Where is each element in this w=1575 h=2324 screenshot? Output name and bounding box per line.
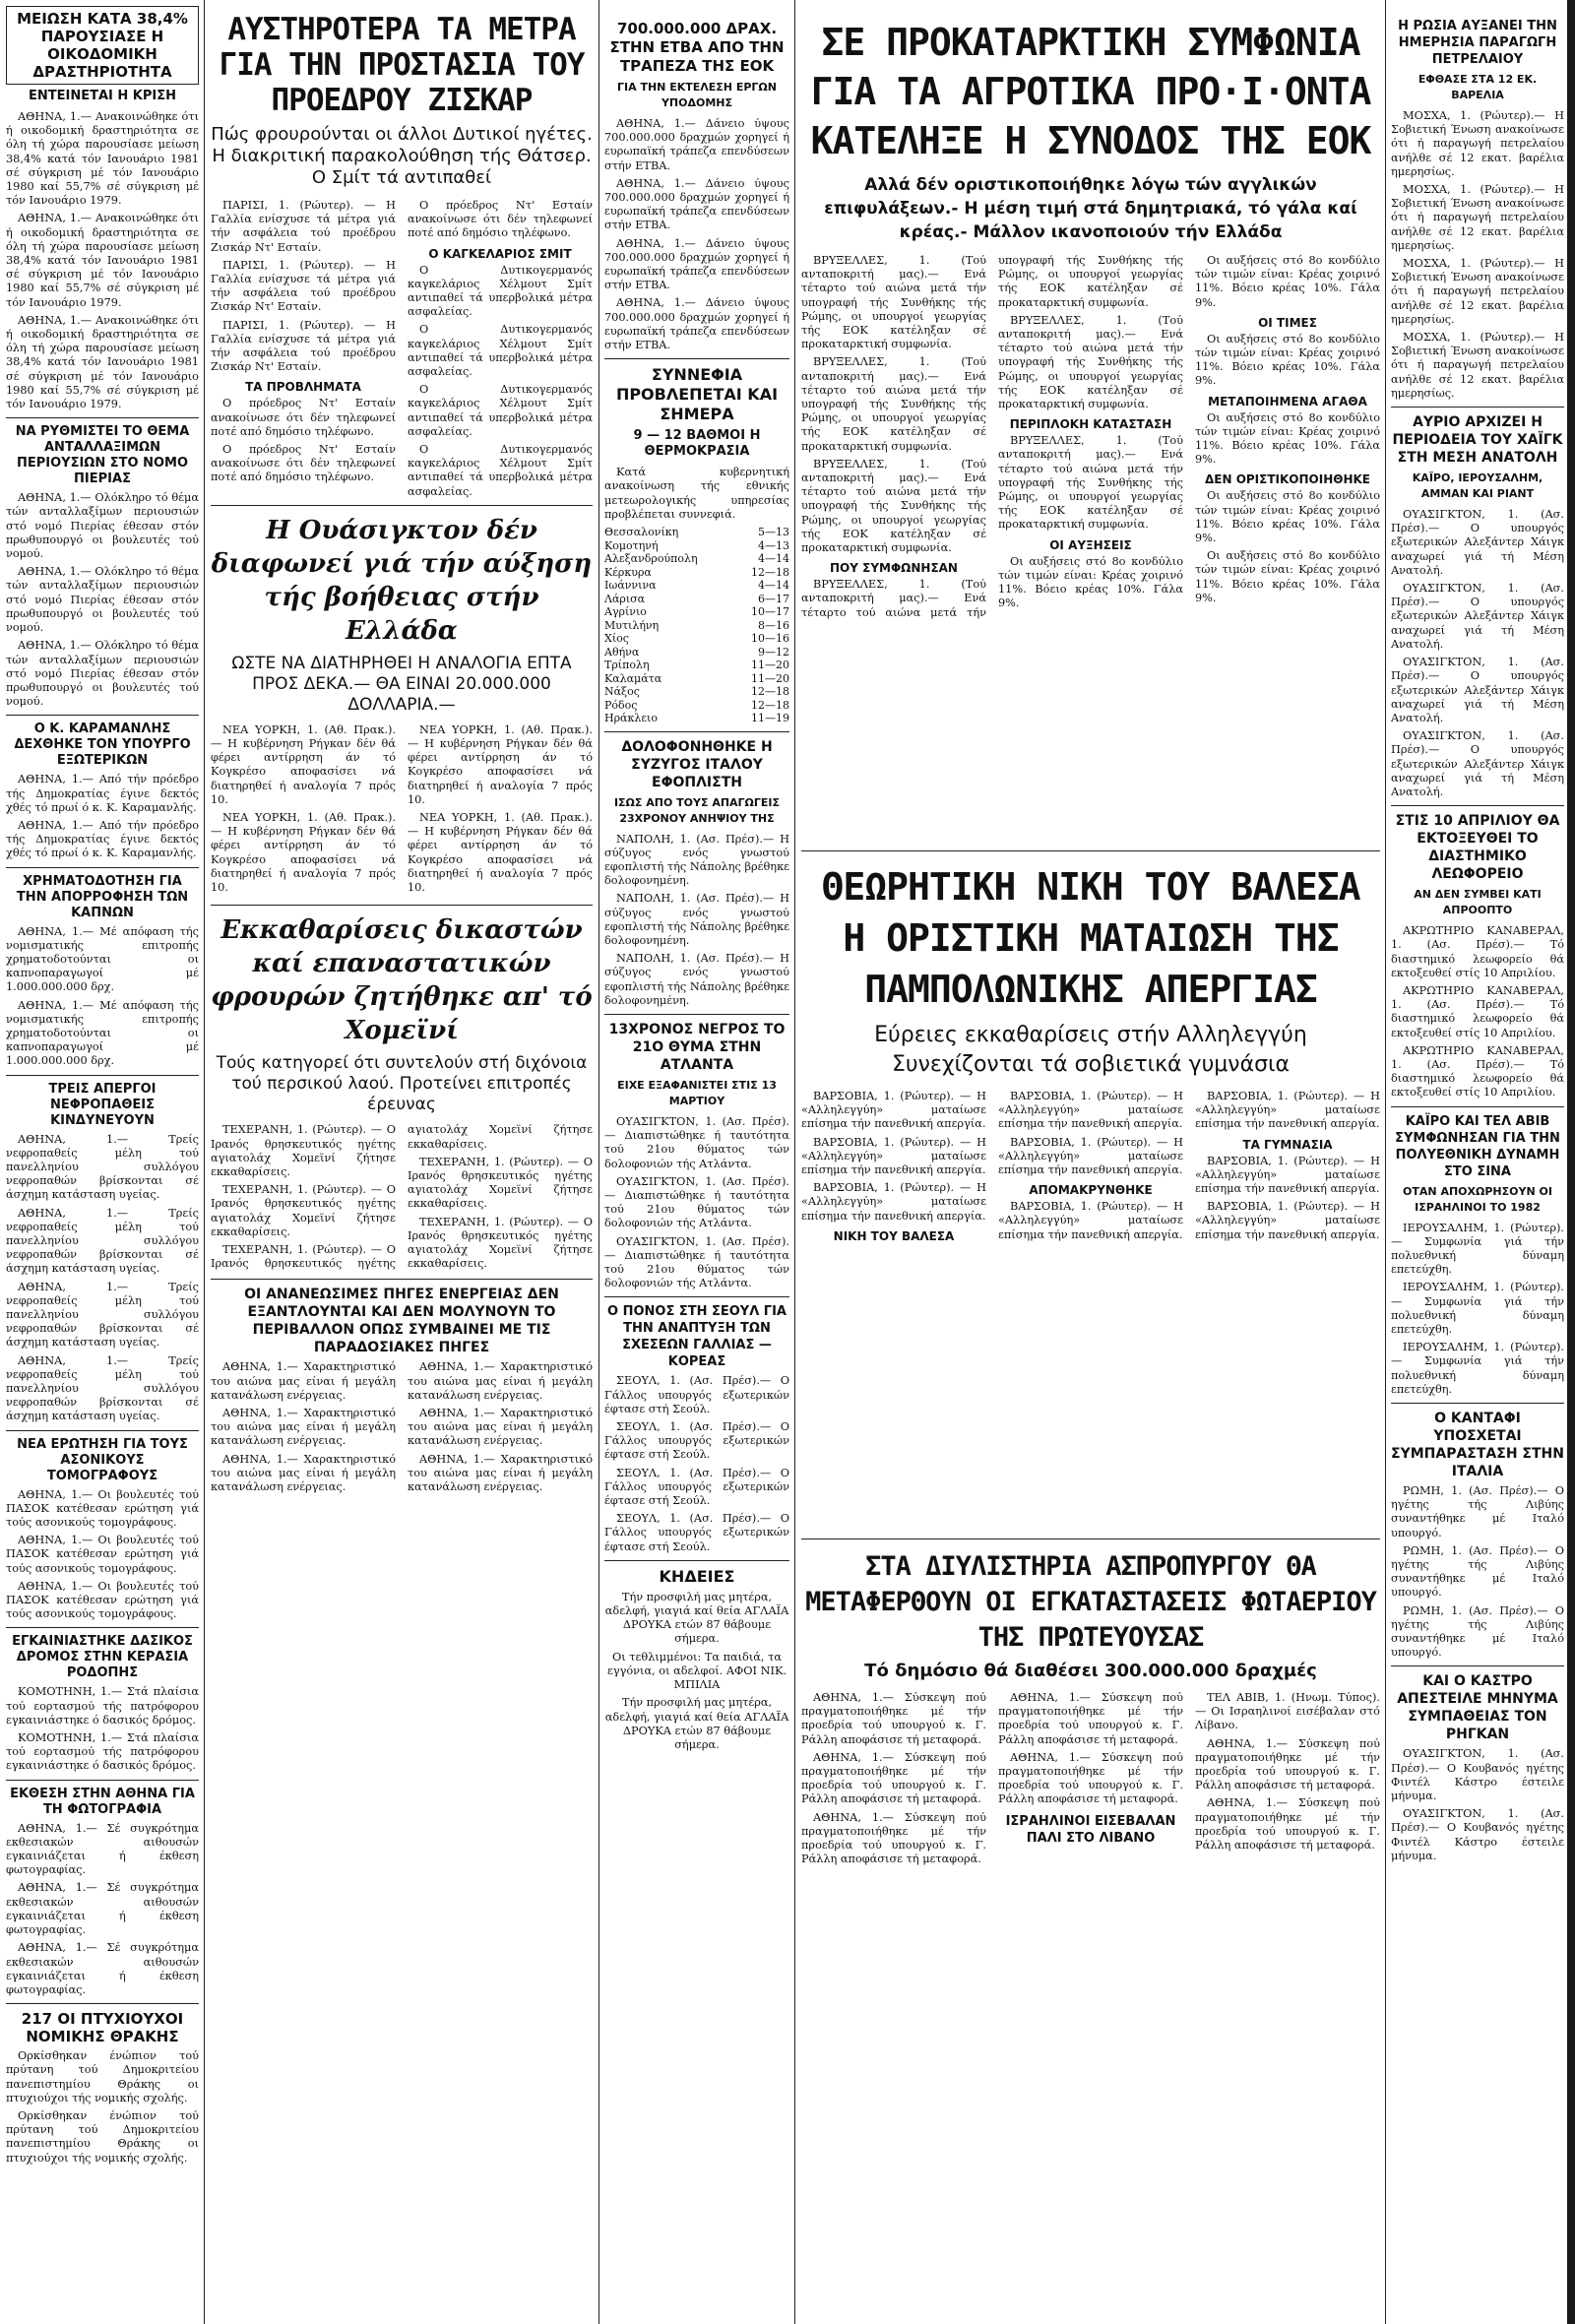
- article-eec-text: Οι αυξήσεις στό 8ο κονδύλιο τών τιμών είναι: Κρέας χοιρινό 11%. Βόειο κρέας 10%. Γάλα 9%.: [1195, 549, 1380, 604]
- article-walesa-text: ΒΑΡΣΟΒΙΑ, 1. (Ρώυτερ). — Η «Αλληλεγγύη» ματαίωσε επίσημα τήν πανεθνική απεργία.: [998, 1090, 1183, 1131]
- temperature-city: Ιωάννινα: [604, 579, 657, 593]
- divider: [604, 1560, 789, 1561]
- divider: [211, 905, 593, 906]
- temperature-city: Χίος: [604, 632, 629, 646]
- article-walesa-text: ΒΑΡΣΟΒΙΑ, 1. (Ρώυτερ). — Η «Αλληλεγγύη» ματαίωσε επίσημα τήν πανεθνική απεργία.: [801, 1090, 986, 1131]
- article-washington-aid-text: ΝΕΑ ΥΟΡΚΗ, 1. (Αθ. Πρακ.). — Η κυβέρνηση Ρήγκαν δέν θά φέρει αντίρρηση άν τό Κογκρέσο αποφασίσει νά διατηρηθεί ή αναλογία 7 πρός 10.: [408, 722, 593, 806]
- headline-eec-agreement: ΣΕ ΠΡΟΚΑΤΑΡΚΤΙΚΗ ΣΥΜΦΩΝΙΑ ΓΙΑ ΤΑ ΑΓΡΟΤΙΚΑ ΠΡΟ·Ι·ΟΝΤΑ ΚΑΤΕΛΗΞΕ Η ΣΥΝΟΔΟΣ ΤΗΣ ΕΟΚ: [810, 21, 1371, 162]
- article-haig-tour-cont: ΟΥΑΣΙΓΚΤΟΝ, 1. (Ασ. Πρέσ).— Ο υπουργός εξωτερικών Αλεξάντερ Χάιγκ αναχωρεί γιά τή Μέση Ανατολή.: [1391, 656, 1564, 724]
- temperature-city: Ηράκλειο: [604, 712, 658, 725]
- temperature-city: Αλεξανδρούπολη: [604, 552, 698, 566]
- headline-renewable-energy: ΟΙ ΑΝΑΝΕΩΣΙΜΕΣ ΠΗΓΕΣ ΕΝΕΡΓΕΙΑΣ ΔΕΝ ΕΞΑΝΤΛΟΥΝΤΑΙ ΚΑΙ ΔΕΝ ΜΟΛΥΝΟΥΝ ΤΟ ΠΕΡΙΒΑΛΛΟΝ ΟΠΩΣ ΣΥΜΒΑΙΝΕΙ ΜΕ ΤΙΣ ΠΑΡΑΔΟΣΙΑΚΕΣ ΠΗΓΕΣ: [244, 1287, 559, 1356]
- article-aspropyrgos-text: ΑΘΗΝΑ, 1.— Σύσκεψη πού πραγματοποιήθηκε μέ τήν προεδρία τού υπουργού κ. Γ. Ράλλη αποφάσισε τή μεταφορά.: [998, 1750, 1183, 1806]
- subhead-khomeini: Τούς κατηγορεί ότι συντελούν στή διχόνοια τού περσικού λαού. Προτείνει επιτροπές έρευνας: [216, 1053, 588, 1115]
- article-russia-oil-cont: ΜΟΣΧΑ, 1. (Ρώυτερ).— Η Σοβιετική Ένωση ανακοίνωσε ότι ή παραγωγή πετρελαίου ανήλθε σέ 12 εκατ. βαρέλια ημερησίως.: [1391, 331, 1564, 400]
- article-photo-exhibit-cont: ΑΘΗΝΑ, 1.— Σέ συγκρότημα εκθεσιακών αιθουσών εγκαινιάζεται ή έκθεση φωτογραφίας.: [6, 1881, 199, 1937]
- article-giscard-text: ΠΑΡΙΣΙ, 1. (Ρώυτερ). — Η Γαλλία ενίσχυσε τά μέτρα γιά τήν ασφάλεια τού προέδρου Ζισκάρ Ντ' Εσταίν.: [211, 318, 396, 374]
- article-khomeini-text: ΤΕΧΕΡΑΝΗ, 1. (Ρώυτερ). — Ο Ιρανός θρησκευτικός ηγέτης αγιατολάχ Χομεϊνί ζήτησε εκκαθαρίσεις.: [408, 1155, 593, 1211]
- article-kidney-cont: ΑΘΗΝΑ, 1.— Τρείς νεφροπαθείς μέλη τού πανελληνίου συλλόγου νεφροπαθών βρίσκονται σέ άσχημη κατάσταση υγείας.: [6, 1280, 199, 1350]
- temperature-row: [604, 632, 789, 646]
- divider: [6, 867, 199, 868]
- temperature-value: 4—13: [758, 538, 789, 552]
- article-khomeini-text: ΤΕΧΕΡΑΝΗ, 1. (Ρώυτερ). — Ο Ιρανός θρησκευτικός ηγέτης αγιατολάχ Χομεϊνί ζήτησε εκκαθαρίσεις.: [211, 1183, 396, 1238]
- divider: [6, 1780, 199, 1781]
- article-tobacco: ΑΘΗΝΑ, 1.— Μέ απόφαση τής νομισματικής επιτροπής χρηματοδοτούνται οι καπνοπαραγωγοί μέ 1.000.000.000 δρχ.: [6, 924, 199, 994]
- article-gaddafi: ΡΩΜΗ, 1. (Ασ. Πρέσ).— Ο ηγέτης τής Λιβύης συναντήθηκε μέ Ιταλό υπουργό.: [1391, 1484, 1564, 1539]
- article-kidney-cont: ΑΘΗΝΑ, 1.— Τρείς νεφροπαθείς μέλη τού πανελληνίου συλλόγου νεφροπαθών βρίσκονται σέ άσχημη κατάσταση υγείας.: [6, 1353, 199, 1423]
- temperature-city: Λάρισα: [604, 592, 646, 605]
- temperature-row: [604, 712, 789, 725]
- article-khomeini-text: ΤΕΧΕΡΑΝΗ, 1. (Ρώυτερ). — Ο Ιρανός θρησκευτικός ηγέτης αγιατολάχ Χομεϊνί ζήτησε εκκαθαρίσεις.: [211, 1123, 593, 1271]
- article-castro-cont: ΟΥΑΣΙΓΚΤΟΝ, 1. (Ασ. Πρέσ).— Ο Κουβανός ηγέτης Φιντέλ Κάστρο έστειλε μήνυμα.: [1391, 1807, 1564, 1862]
- article-giscard-text: Ο Δυτικογερμανός καγκελάριος Χέλμουτ Σμίτ αντιπαθεί τά υπερβολικά μέτρα ασφαλείας.: [408, 323, 593, 379]
- temperature-row: [604, 699, 789, 713]
- temperature-row: [604, 646, 789, 660]
- article-walesa-text: ΒΑΡΣΟΒΙΑ, 1. (Ρώυτερ). — Η «Αλληλεγγύη» ματαίωσε επίσημα τήν πανεθνική απεργία.: [801, 1135, 986, 1177]
- article-law-grads: Ορκίσθηκαν ένώπιον τού πρύτανη τού Δημοκριτείου πανεπιστημίου Θράκης οι πτυχιούχοι τής νομικής σχολής.: [6, 2049, 199, 2104]
- column-divider: [204, 0, 205, 2324]
- section-label: ΤΑ ΓΥΜΝΑΣΙΑ: [1242, 1137, 1333, 1152]
- article-russia-oil-cont: ΜΟΣΧΑ, 1. (Ρώυτερ).— Η Σοβιετική Ένωση ανακοίνωσε ότι ή παραγωγή πετρελαίου ανήλθε σέ 12 εκατ. βαρέλια ημερησίως.: [1391, 183, 1564, 252]
- article-eec-text: Οι αυξήσεις στό 8ο κονδύλιο τών τιμών είναι: Κρέας χοιρινό 11%. Βόειο κρέας 10%. Γάλα 9%.: [1195, 489, 1380, 545]
- article-seoul-cont: ΣΕΟΥΛ, 1. (Ασ. Πρέσ).— Ο Γάλλος υπουργός εξωτερικών έφτασε στή Σεούλ.: [604, 1466, 789, 1508]
- funeral-notice: Τήν προσφιλή μας μητέρα, αδελφή, γιαγιά καί θεία ΑΓΛΑΪΑ ΔΡΟΥΚΑ ετών 87 θάβουμε σήμερα.: [604, 1590, 789, 1646]
- section-label: Ο ΚΑΓΚΕΛΑΡΙΟΣ ΣΜΙΤ: [428, 246, 572, 261]
- article-etba-loan-cont: ΑΘΗΝΑ, 1.— Δάνειο ύψους 700.000.000 δραχμών χορηγεί ή ευρωπαϊκή τράπεζα επενδύσεων στήν ΕΤΒΑ.: [604, 296, 789, 352]
- article-kidney-cont: ΑΘΗΝΑ, 1.— Τρείς νεφροπαθείς μέλη τού πανελληνίου συλλόγου νεφροπαθών βρίσκονται σέ άσχημη κατάσταση υγείας.: [6, 1206, 199, 1276]
- article-weather: Κατά κυβερνητική ανακοίνωση τής εθνικής μετεωρολογικής υπηρεσίας προβλέπεται συννεφιά.: [604, 466, 789, 521]
- temperature-row: [604, 579, 789, 593]
- temperature-row: [604, 685, 789, 699]
- divider: [604, 1296, 789, 1297]
- subhead-construction: ΕΝΤΕΙΝΕΤΑΙ Η ΚΡΙΣΗ: [28, 89, 176, 103]
- article-giscard-text: ΠΑΡΙΣΙ, 1. (Ρώυτερ). — Η Γαλλία ενίσχυσε τά μέτρα γιά τήν ασφάλεια τού προέδρου Ζισκάρ Ντ' Εσταίν.: [211, 258, 396, 314]
- article-khomeini: [211, 1123, 593, 1273]
- headline-etba-loan: 700.000.000 ΔΡΑΧ. ΣΤΗΝ ΕΤΒΑ ΑΠΟ ΤΗΝ ΤΡΑΠΕΖΑ ΤΗΣ ΕΟΚ: [609, 20, 785, 75]
- headline-washington-aid: Η Ουάσιγκτον δέν διαφωνεί γιά τήν αύξηση τής βοήθειας στήν Ελλάδα: [211, 515, 593, 646]
- article-space-shuttle: ΑΚΡΩΤΗΡΙΟ ΚΑΝΑΒΕΡΑΛ, 1. (Ασ. Πρέσ).— Τό διαστημικό λεωφορείο θά εκτοξευθεί στίς 10 Απριλίου.: [1391, 924, 1564, 979]
- section-label: ΟΙ ΤΙΜΕΣ: [1258, 315, 1317, 330]
- article-washington-aid-text: ΝΕΑ ΥΟΡΚΗ, 1. (Αθ. Πρακ.). — Η κυβέρνηση Ρήγκαν δέν θά φέρει αντίρρηση άν τό Κογκρέσο αποφασίσει νά διατηρηθεί ή αναλογία 7 πρός 10.: [211, 722, 396, 806]
- article-eec-text: ΒΡΥΞΕΛΛΕΣ, 1. (Τού ανταποκριτή μας).— Ενά τέταρτο τού αιώνα μετά τήν υπογραφή τής Συνθήκης τής Ρώμης, οι υπουργοί γεωργίας τής ΕΟΚ κατέληξαν σέ προκαταρκτική συμφωνία.: [998, 434, 1183, 532]
- article-giscard-text: Ο Δυτικογερμανός καγκελάριος Χέλμουτ Σμίτ αντιπαθεί τά υπερβολικά μέτρα ασφαλείας.: [408, 383, 593, 438]
- subhead-walesa: Εύρειες εκκαθαρίσεις στήν Αλληλεγγύη Συνεχίζονται τά σοβιετικά γυμνάσια: [874, 1023, 1307, 1077]
- divider: [1391, 1665, 1564, 1666]
- article-italian-murder: ΝΑΠΟΛΗ, 1. (Ασ. Πρέσ).— Η σύζυγος ενός γνωστού εφοπλιστή τής Νάπολης βρέθηκε δολοφονημένη.: [604, 832, 789, 888]
- temperature-row: [604, 672, 789, 686]
- article-eec-text: ΒΡΥΞΕΛΛΕΣ, 1. (Τού ανταποκριτή μας).— Ενά τέταρτο τού αιώνα μετά τήν υπογραφή τής Συνθήκης τής Ρώμης, οι υπουργοί γεωργίας τής ΕΟΚ κατέληξαν σέ προκαταρκτική συμφωνία.: [801, 254, 1183, 619]
- headline-gaddafi: Ο ΚΑΝΤΑΦΙ ΥΠΟΣΧΕΤΑΙ ΣΥΜΠΑΡΑΣΤΑΣΗ ΣΤΗΝ ΙΤΑΛΙΑ: [1391, 1411, 1564, 1479]
- article-eec-text: Οι αυξήσεις στό 8ο κονδύλιο τών τιμών είναι: Κρέας χοιρινό 11%. Βόειο κρέας 10%. Γάλα 9%.: [998, 554, 1183, 610]
- article-washington-aid-text: ΝΕΑ ΥΟΡΚΗ, 1. (Αθ. Πρακ.). — Η κυβέρνηση Ρήγκαν δέν θά φέρει αντίρρηση άν τό Κογκρέσο αποφασίσει νά διατηρηθεί ή αναλογία 7 πρός 10.: [408, 811, 593, 895]
- article-renewable-energy-text: ΑΘΗΝΑ, 1.— Χαρακτηριστικό του αιώνα μας είναι ή μεγάλη κατανάλωση ενέργειας.: [408, 1360, 593, 1402]
- section-label: ΑΠΟΜΑΚΡΥΝΘΗΚΕ: [1029, 1183, 1153, 1198]
- article-atlanta: ΟΥΑΣΙΓΚΤΟΝ, 1. (Ασ. Πρέσ).— Διαπιστώθηκε ή ταυτότητα τού 21ου θύματος τών δολοφονιών τής Ατλάντα.: [604, 1115, 789, 1170]
- divider: [6, 1430, 199, 1431]
- article-seoul: ΣΕΟΥΛ, 1. (Ασ. Πρέσ).— Ο Γάλλος υπουργός εξωτερικών έφτασε στή Σεούλ.: [604, 1374, 789, 1415]
- article-photo-exhibit-cont: ΑΘΗΝΑ, 1.— Σέ συγκρότημα εκθεσιακών αιθουσών εγκαινιάζεται ή έκθεση φωτογραφίας.: [6, 1941, 199, 1996]
- temperature-value: 11—20: [751, 659, 789, 672]
- article-pieria: ΑΘΗΝΑ, 1.— Ολόκληρο τό θέμα τών ανταλλαξίμων περιουσιών στό νομό Πιερίας έθεσαν στόν πρωθυπουργό οι βουλευτές τού νομού.: [6, 491, 199, 561]
- headline-photo-exhibit: ΕΚΘΕΣΗ ΣΤΗΝ ΑΘΗΝΑ ΓΙΑ ΤΗ ΦΩΤΟΓΡΑΦΙΑ: [10, 1786, 195, 1817]
- article-giscard-text: ΠΑΡΙΣΙ, 1. (Ρώυτερ). — Η Γαλλία ενίσχυσε τά μέτρα γιά τήν ασφάλεια τού προέδρου Ζισκάρ Ντ' Εσταίν.: [211, 199, 396, 254]
- article-tomographs-cont: ΑΘΗΝΑ, 1.— Οι βουλευτές τού ΠΑΣΟΚ κατέθεσαν ερώτηση γιά τούς ασονικούς τομογράφους.: [6, 1579, 199, 1621]
- subhead-eec-agreement: Αλλά δέν οριστικοποιήθηκε λόγω τών αγγλικών επιφυλάξεων.- Η μέση τιμή στά δημητριακά, τό γάλα καί κρέας.- Μάλλον ικανοποιούν τήν Ελλάδα: [824, 175, 1357, 242]
- divider: [604, 358, 789, 359]
- article-eec-text: ΒΡΥΞΕΛΛΕΣ, 1. (Τού ανταποκριτή μας).— Ενά τέταρτο τού αιώνα μετά τήν υπογραφή τής Συνθήκης τής Ρώμης, οι υπουργοί γεωργίας τής ΕΟΚ κατέληξαν σέ προκαταρκτική συμφωνία.: [801, 355, 986, 453]
- subhead-giscard: Πώς φρουρούνται οι άλλοι Δυτικοί ηγέτες. Η διακριτική παρακολούθηση τής Θάτσερ. Ο Σμίτ τά αντιπαθεί: [211, 124, 593, 188]
- article-eec-text: ΒΡΥΞΕΛΛΕΣ, 1. (Τού ανταποκριτή μας).— Ενά τέταρτο τού αιώνα μετά τήν υπογραφή τής Συνθήκης τής Ρώμης, οι υπουργοί γεωργίας τής ΕΟΚ κατέληξαν σέ προκαταρκτική συμφωνία.: [801, 457, 986, 555]
- column-2: [211, 0, 593, 2324]
- article-etba-loan-cont: ΑΘΗΝΑ, 1.— Δάνειο ύψους 700.000.000 δραχμών χορηγεί ή ευρωπαϊκή τράπεζα επενδύσεων στήν ΕΤΒΑ.: [604, 236, 789, 292]
- article-forest-road: ΚΟΜΟΤΗΝΗ, 1.— Στά πλαίσια τού εορτασμού τής πατρόφορου εγκαινιάστηκε ό δασικός δρόμος.: [6, 1685, 199, 1727]
- article-khomeini-text: ΤΕΧΕΡΑΝΗ, 1. (Ρώυτερ). — Ο Ιρανός θρησκευτικός ηγέτης αγιατολάχ Χομεϊνί ζήτησε εκκαθαρίσεις.: [408, 1215, 593, 1271]
- subhead-space-shuttle: ΑΝ ΔΕΝ ΣΥΜΒΕΙ ΚΑΤΙ ΑΠΡΟΟΠΤΟ: [1414, 888, 1542, 917]
- temperature-city: Κέρκυρα: [604, 565, 652, 579]
- subhead-russia-oil: ΕΦΘΑΣΕ ΣΤΑ 12 ΕΚ. ΒΑΡΕΛΙΑ: [1418, 73, 1538, 101]
- article-gaddafi-cont: ΡΩΜΗ, 1. (Ασ. Πρέσ).— Ο ηγέτης τής Λιβύης συναντήθηκε μέ Ιταλό υπουργό.: [1391, 1543, 1564, 1600]
- article-walesa-text: ΒΑΡΣΟΒΙΑ, 1. (Ρώυτερ). — Η «Αλληλεγγύη» ματαίωσε επίσημα τήν πανεθνική απεργία.: [1195, 1090, 1380, 1131]
- article-forest-road-cont: ΚΟΜΟΤΗΝΗ, 1.— Στά πλαίσια τού εορτασμού τής πατρόφορου εγκαινιάστηκε ό δασικός δρόμος.: [6, 1731, 199, 1773]
- divider: [211, 505, 593, 506]
- article-washington-aid: [211, 723, 593, 899]
- temperature-city: Αθήνα: [604, 645, 640, 659]
- article-walesa: [801, 1090, 1380, 1533]
- headline-giscard: ΑΥΣΤΗΡΟΤΕΡΑ ΤΑ ΜΕΤΡΑ ΓΙΑ ΤΗΝ ΠΡΟΣΤΑΣΙΑ ΤΟΥ ΠΡΟΕΔΡΟΥ ΖΙΣΚΑΡ: [219, 12, 585, 118]
- divider: [604, 731, 789, 732]
- headline-israel-lebanon: ΙΣΡΑΗΛΙΝΟΙ ΕΙΣΕΒΑΛΑΝ ΠΑΛΙ ΣΤΟ ΛΙΒΑΝΟ: [1005, 1813, 1176, 1846]
- headline-walesa: ΘΕΩΡΗΤΙΚΗ ΝΙΚΗ ΤΟΥ ΒΑΛΕΣΑ Η ΟΡΙΣΤΙΚΗ ΜΑΤΑΙΩΣΗ ΤΗΣ ΠΑΜΠΟΛΩΝΙΚΗΣ ΑΠΕΡΓΙΑΣ: [821, 865, 1360, 1011]
- column-3: [604, 0, 789, 2324]
- article-aspropyrgos: [801, 1691, 1380, 1866]
- section-label: ΝΙΚΗ ΤΟΥ ΒΑΛΕΣΑ: [833, 1228, 955, 1243]
- article-aspropyrgos-text: ΑΘΗΝΑ, 1.— Σύσκεψη πού πραγματοποιήθηκε μέ τήν προεδρία τού υπουργού κ. Γ. Ράλλη αποφάσισε τή μεταφορά.: [1195, 1796, 1380, 1853]
- temperature-value: 10—17: [751, 605, 789, 619]
- headline-law-grads: 217 ΟΙ ΠΤΥΧΙΟΥΧΟΙ ΝΟΜΙΚΗΣ ΘΡΑΚΗΣ: [21, 2010, 184, 2046]
- temperature-row: [604, 526, 789, 539]
- section-label: ΠΕΡΙΠΛΟΚΗ ΚΑΤΑΣΤΑΣΗ: [1009, 417, 1172, 432]
- headline-pieria: ΝΑ ΡΥΘΜΙΣΤΕΙ ΤΟ ΘΕΜΑ ΑΝΤΑΛΛΑΞΙΜΩΝ ΠΕΡΙΟΥΣΙΩΝ ΣΤΟ ΝΟΜΟ ΠΙΕΡΙΑΣ: [15, 424, 190, 487]
- temperature-row: [604, 619, 789, 633]
- article-photo-exhibit: ΑΘΗΝΑ, 1.— Σέ συγκρότημα εκθεσιακών αιθουσών εγκαινιάζεται ή έκθεση φωτογραφίας.: [6, 1821, 199, 1877]
- temperature-value: 5—13: [758, 526, 789, 539]
- article-karamanlis-cont: ΑΘΗΝΑ, 1.— Από τήν πρόεδρο τής Δημοκρατίας έγινε δεκτός χθές τό πρωί ό κ. Κ. Καραμανλής.: [6, 818, 199, 860]
- temperature-value: 12—18: [751, 685, 789, 699]
- article-renewable-energy-text: ΑΘΗΝΑ, 1.— Χαρακτηριστικό του αιώνα μας είναι ή μεγάλη κατανάλωση ενέργειας.: [211, 1452, 396, 1493]
- article-construction: ΑΘΗΝΑ, 1.— Ανακοινώθηκε ότι ή οικοδομική δραστηριότητα σε όλη τή χώρα παρουσίασε μείωση 38,4% κατά τόν Ιανουάριο 1981 σέ σύγκριση μέ τόν Ιανουάριο 1980 καί 55,7% σέ σύγκριση μέ τόν Ιανουάριο 1979.: [6, 110, 199, 208]
- headline-karamanlis: Ο Κ. ΚΑΡΑΜΑΝΛΗΣ ΔΕΧΘΗΚΕ ΤΟΝ ΥΠΟΥΡΓΟ ΕΞΩΤΕΡΙΚΩΝ: [14, 722, 191, 769]
- headline-tobacco: ΧΡΗΜΑΤΟΔΟΤΗΣΗ ΓΙΑ ΤΗΝ ΑΠΟΡΡΟΦΗΣΗ ΤΩΝ ΚΑΠΝΩΝ: [16, 873, 189, 920]
- temperature-value: 10—16: [751, 632, 789, 646]
- article-haig-tour-cont: ΟΥΑΣΙΓΚΤΟΝ, 1. (Ασ. Πρέσ).— Ο υπουργός εξωτερικών Αλεξάντερ Χάιγκ αναχωρεί γιά τή Μέση Ανατολή.: [1391, 729, 1564, 798]
- article-renewable-energy-text: ΑΘΗΝΑ, 1.— Χαρακτηριστικό του αιώνα μας είναι ή μεγάλη κατανάλωση ενέργειας.: [408, 1406, 593, 1448]
- article-sinai-cont: ΙΕΡΟΥΣΑΛΗΜ, 1. (Ρώυτερ).— Συμφωνία γιά τήν πολυεθνική δύναμη επετεύχθη.: [1391, 1341, 1564, 1396]
- temperature-value: 11—20: [751, 671, 789, 685]
- article-khomeini-text: ΤΕΧΕΡΑΝΗ, 1. (Ρώυτερ). — Ο Ιρανός θρησκευτικός ηγέτης αγιατολάχ Χομεϊνί ζήτησε εκκαθαρίσεις.: [211, 1123, 396, 1178]
- temperature-city: Θεσσαλονίκη: [604, 526, 679, 539]
- article-aspropyrgos-text: ΑΘΗΝΑ, 1.— Σύσκεψη πού πραγματοποιήθηκε μέ τήν προεδρία τού υπουργού κ. Γ. Ράλλη αποφάσισε τή μεταφορά.: [998, 1691, 1183, 1746]
- subhead-sinai: ΟΤΑΝ ΑΠΟΧΩΡΗΣΟΥΝ ΟΙ ΙΣΡΑΗΛΙΝΟΙ ΤΟ 1982: [1403, 1184, 1552, 1214]
- article-eec-text: Οι αυξήσεις στό 8ο κονδύλιο τών τιμών είναι: Κρέας χοιρινό 11%. Βόειο κρέας 10%. Γάλα 9%.: [1195, 254, 1380, 309]
- article-giscard-text: Ο Δυτικογερμανός καγκελάριος Χέλμουτ Σμίτ αντιπαθεί τά υπερβολικά μέτρα ασφαλείας.: [408, 443, 593, 498]
- article-tomographs-cont: ΑΘΗΝΑ, 1.— Οι βουλευτές τού ΠΑΣΟΚ κατέθεσαν ερώτηση γιά τούς ασονικούς τομογράφους.: [6, 1534, 199, 1575]
- temperature-value: 4—14: [758, 579, 789, 593]
- divider: [6, 1075, 199, 1076]
- article-karamanlis: ΑΘΗΝΑ, 1.— Από τήν πρόεδρο τής Δημοκρατίας έγινε δεκτός χθές τό πρωί ό κ. Κ. Καραμανλής.: [6, 773, 199, 814]
- article-eec-agreement: [801, 254, 1380, 845]
- article-aspropyrgos-text: ΑΘΗΝΑ, 1.— Σύσκεψη πού πραγματοποιήθηκε μέ τήν προεδρία τού υπουργού κ. Γ. Ράλλη αποφάσισε τή μεταφορά.: [801, 1810, 986, 1866]
- article-haig-tour-cont: ΟΥΑΣΙΓΚΤΟΝ, 1. (Ασ. Πρέσ).— Ο υπουργός εξωτερικών Αλεξάντερ Χάιγκ αναχωρεί γιά τή Μέση Ανατολή.: [1391, 582, 1564, 651]
- temperature-row: [604, 593, 789, 606]
- article-tobacco-cont: ΑΘΗΝΑ, 1.— Μέ απόφαση τής νομισματικής επιτροπής χρηματοδοτούνται οι καπνοπαραγωγοί μέ 1.000.000.000 δρχ.: [6, 998, 199, 1068]
- article-israel-lebanon: ΤΕΛ ΑΒΙΒ, 1. (Ηνωμ. Τύπος).— Οι Ισραηλινοί εισέβαλαν στό Λίβανο.: [1195, 1691, 1380, 1732]
- article-pieria-cont: ΑΘΗΝΑ, 1.— Ολόκληρο τό θέμα τών ανταλλαξίμων περιουσιών στό νομό Πιερίας έθεσαν στόν πρωθυπουργό οι βουλευτές τού νομού.: [6, 565, 199, 635]
- article-walesa-text: ΒΑΡΣΟΒΙΑ, 1. (Ρώυτερ). — Η «Αλληλεγγύη» ματαίωσε επίσημα τήν πανεθνική απεργία.: [801, 1181, 986, 1223]
- headline-construction: ΜΕΙΩΣΗ ΚΑΤΑ 38,4% ΠΑΡΟΥΣΙΑΣΕ Η ΟΙΚΟΔΟΜΙΚΗ ΔΡΑΣΤΗΡΙΟΤΗΤΑ: [6, 6, 199, 85]
- section-label: ΠΟΥ ΣΥΜΦΩΝΗΣΑΝ: [830, 561, 958, 576]
- column-divider: [794, 0, 795, 2324]
- temperature-city: Αγρίνιο: [604, 605, 647, 619]
- article-eec-text: Οι αυξήσεις στό 8ο κονδύλιο τών τιμών είναι: Κρέας χοιρινό 11%. Βόειο κρέας 10%. Γάλα 9%.: [1195, 332, 1380, 388]
- temperature-value: 11—19: [751, 712, 789, 725]
- subhead-aspropyrgos: Τό δημόσιο θά διαθέσει 300.000.000 δραχμές: [864, 1661, 1317, 1681]
- section-label: ΤΑ ΠΡΟΒΛΗΜΑΤΑ: [245, 380, 361, 395]
- article-law-grads-cont: Ορκίσθηκαν ένώπιον τού πρύτανη τού Δημοκριτείου πανεπιστημίου Θράκης οι πτυχιούχοι τής νομικής σχολής.: [6, 2108, 199, 2165]
- article-walesa-text: ΒΑΡΣΟΒΙΑ, 1. (Ρώυτερ). — Η «Αλληλεγγύη» ματαίωσε επίσημα τήν πανεθνική απεργία.: [1195, 1154, 1380, 1196]
- article-eec-text: ΒΡΥΞΕΛΛΕΣ, 1. (Τού ανταποκριτή μας).— Ενά τέταρτο τού αιώνα μετά τήν υπογραφή τής Συνθήκης τής Ρώμης, οι υπουργοί γεωργίας τής ΕΟΚ κατέληξαν σέ προκαταρκτική συμφωνία.: [801, 254, 986, 351]
- subhead-italian-murder: ΙΣΩΣ ΑΠΟ ΤΟΥΣ ΑΠΑΓΩΓΕΙΣ 23ΧΡΟΝΟΥ ΑΝΗΨΙΟΥ ΤΗΣ: [613, 795, 781, 825]
- article-giscard: [211, 199, 593, 499]
- divider: [1391, 805, 1564, 806]
- article-eec-text: Οι αυξήσεις στό 8ο κονδύλιο τών τιμών είναι: Κρέας χοιρινό 11%. Βόειο κρέας 10%. Γάλα 9%.: [1195, 410, 1380, 467]
- article-russia-oil-cont: ΜΟΣΧΑ, 1. (Ρώυτερ).— Η Σοβιετική Ένωση ανακοίνωσε ότι ή παραγωγή πετρελαίου ανήλθε σέ 12 εκατ. βαρέλια ημερησίως.: [1391, 257, 1564, 326]
- column-4: [801, 0, 1380, 2324]
- article-aspropyrgos-text: ΑΘΗΝΑ, 1.— Σύσκεψη πού πραγματοποιήθηκε μέ τήν προεδρία τού υπουργού κ. Γ. Ράλλη αποφάσισε τή μεταφορά.: [801, 1750, 986, 1806]
- article-sinai: ΙΕΡΟΥΣΑΛΗΜ, 1. (Ρώυτερ).— Συμφωνία γιά τήν πολυεθνική δύναμη επετεύχθη.: [1391, 1221, 1564, 1277]
- article-pieria-cont: ΑΘΗΝΑ, 1.— Ολόκληρο τό θέμα τών ανταλλαξίμων περιουσιών στό νομό Πιερίας έθεσαν στόν πρωθυπουργό οι βουλευτές τού νομού.: [6, 639, 199, 709]
- article-italian-murder-cont: ΝΑΠΟΛΗ, 1. (Ασ. Πρέσ).— Η σύζυγος ενός γνωστού εφοπλιστή τής Νάπολης βρέθηκε δολοφονημένη.: [604, 952, 789, 1007]
- headline-italian-murder: ΔΟΛΟΦΟΝΗΘΗΚΕ Η ΣΥΖΥΓΟΣ ΙΤΑΛΟΥ ΕΦΟΠΛΙΣΤΗ: [621, 738, 773, 790]
- article-space-shuttle-cont: ΑΚΡΩΤΗΡΙΟ ΚΑΝΑΒΕΡΑΛ, 1. (Ασ. Πρέσ).— Τό διαστημικό λεωφορείο θά εκτοξευθεί στίς 10 Απριλίου.: [1391, 1043, 1564, 1099]
- divider: [6, 417, 199, 418]
- temperature-city: Κομοτηνή: [604, 538, 659, 552]
- temperature-city: Ρόδος: [604, 698, 638, 712]
- headline-weather: ΣΥΝΝΕΦΙΑ ΠΡΟΒΛΕΠΕΤΑΙ ΚΑΙ ΣΗΜΕΡΑ: [615, 365, 779, 424]
- article-aspropyrgos-text: ΑΘΗΝΑ, 1.— Σύσκεψη πού πραγματοποιήθηκε μέ τήν προεδρία τού υπουργού κ. Γ. Ράλλη αποφάσισε τή μεταφορά.: [801, 1691, 986, 1746]
- article-gaddafi-cont: ΡΩΜΗ, 1. (Ασ. Πρέσ).— Ο ηγέτης τής Λιβύης συναντήθηκε μέ Ιταλό υπουργό.: [1391, 1603, 1564, 1660]
- article-walesa-text: ΒΑΡΣΟΒΙΑ, 1. (Ρώυτερ). — Η «Αλληλεγγύη» ματαίωσε επίσημα τήν πανεθνική απεργία.: [998, 1135, 1183, 1177]
- temperature-value: 9—12: [758, 645, 789, 659]
- article-giscard-text: Ο πρόεδρος Ντ' Εσταίν ανακοίνωσε ότι δέν τηλεφωνεί ποτέ από δημόσιο τηλέφωνο.: [408, 199, 593, 240]
- headline-khomeini: Εκκαθαρίσεις δικαστών καί επαναστατικών φρουρών ζητήθηκε απ' τό Χομεϊνί: [211, 915, 593, 1046]
- article-renewable-energy-text: ΑΘΗΝΑ, 1.— Χαρακτηριστικό του αιώνα μας είναι ή μεγάλη κατανάλωση ενέργειας.: [408, 1452, 593, 1493]
- article-castro: ΟΥΑΣΙΓΚΤΟΝ, 1. (Ασ. Πρέσ).— Ο Κουβανός ηγέτης Φιντέλ Κάστρο έστειλε μήνυμα.: [1391, 1747, 1564, 1803]
- headline-haig-tour: ΑΥΡΙΟ ΑΡΧΙΖΕΙ Η ΠΕΡΙΟΔΕΙΑ ΤΟΥ ΧΑΪΓΚ ΣΤΗ ΜΕΣΗ ΑΝΑΤΟΛΗ: [1392, 414, 1563, 467]
- article-seoul-cont: ΣΕΟΥΛ, 1. (Ασ. Πρέσ).— Ο Γάλλος υπουργός εξωτερικών έφτασε στή Σεούλ.: [604, 1512, 789, 1553]
- section-label: ΟΙ ΑΥΞΗΣΕΙΣ: [1049, 537, 1132, 552]
- article-giscard-text: Ο Δυτικογερμανός καγκελάριος Χέλμουτ Σμίτ αντιπαθεί τά υπερβολικά μέτρα ασφαλείας.: [408, 263, 593, 319]
- section-label: ΔΕΝ ΟΡΙΣΤΙΚΟΠΟΙΗΘΗΚΕ: [1204, 472, 1370, 487]
- temperature-city: Μυτιλήνη: [604, 618, 660, 632]
- section-label: ΜΕΤΑΠΟΙΗΜΕΝΑ ΑΓΑΘΑ: [1208, 394, 1367, 408]
- temperature-value: 8—16: [758, 618, 789, 632]
- article-giscard-text: Ο πρόεδρος Ντ' Εσταίν ανακοίνωσε ότι δέν τηλεφωνεί ποτέ από δημόσιο τηλέφωνο.: [211, 397, 396, 438]
- article-kidney: ΑΘΗΝΑ, 1.— Τρείς νεφροπαθείς μέλη τού πανελληνίου συλλόγου νεφροπαθών βρίσκονται σέ άσχημη κατάσταση υγείας.: [6, 1132, 199, 1202]
- subhead-etba-loan: ΓΙΑ ΤΗΝ ΕΚΤΕΛΕΣΗ ΕΡΓΩΝ ΥΠΟΔΟΜΗΣ: [617, 81, 777, 109]
- headline-funerals: ΚΗΔΕΙΕΣ: [659, 1566, 735, 1586]
- divider: [6, 2003, 199, 2004]
- headline-atlanta: 13ΧΡΟΝΟΣ ΝΕΓΡΟΣ ΤΟ 21Ο ΘΥΜΑ ΣΤΗΝ ΑΤΛΑΝΤΑ: [608, 1022, 786, 1073]
- divider: [6, 1627, 199, 1628]
- divider: [1391, 1403, 1564, 1404]
- headline-sinai: ΚΑΪΡΟ ΚΑΙ ΤΕΛ ΑΒΙΒ ΣΥΜΦΩΝΗΣΑΝ ΓΙΑ ΤΗΝ ΠΟΛΥΕΘΝΙΚΗ ΔΥΝΑΜΗ ΣΤΟ ΣΙΝΑ: [1395, 1113, 1560, 1179]
- temperature-value: 4—14: [758, 552, 789, 566]
- article-aspropyrgos-text: ΑΘΗΝΑ, 1.— Σύσκεψη πού πραγματοποιήθηκε μέ τήν προεδρία τού υπουργού κ. Γ. Ράλλη αποφάσισε τή μεταφορά.: [1195, 1736, 1380, 1792]
- divider: [1391, 407, 1564, 408]
- headline-russia-oil: Η ΡΩΣΙΑ ΑΥΞΑΝΕΙ ΤΗΝ ΗΜΕΡΗΣΙΑ ΠΑΡΑΓΩΓΗ ΠΕΤΡΕΛΑΙΟΥ: [1398, 19, 1557, 67]
- subhead-atlanta: ΕΙΧΕ ΕΞΑΦΑΝΙΣΤΕΙ ΣΤΙΣ 13 ΜΑΡΤΙΟΥ: [617, 1079, 777, 1107]
- column-1: [6, 0, 199, 2324]
- divider: [801, 850, 1380, 851]
- headline-seoul: Ο ΠΟΝΟΣ ΣΤΗ ΣΕΟΥΛ ΓΙΑ ΤΗΝ ΑΝΑΠΤΥΞΗ ΤΩΝ ΣΧΕΣΕΩΝ ΓΑΛΛΙΑΣ — ΚΟΡΕΑΣ: [607, 1304, 787, 1370]
- temperature-table: [604, 526, 789, 725]
- headline-tomographs: ΝΕΑ ΕΡΩΤΗΣΗ ΓΙΑ ΤΟΥΣ ΑΣΟΝΙΚΟΥΣ ΤΟΜΟΓΡΑΦΟΥΣ: [17, 1436, 188, 1483]
- column-divider: [598, 0, 599, 2324]
- article-atlanta-cont: ΟΥΑΣΙΓΚΤΟΝ, 1. (Ασ. Πρέσ).— Διαπιστώθηκε ή ταυτότητα τού 21ου θύματος τών δολοφονιών τής Ατλάντα.: [604, 1174, 789, 1230]
- temperature-value: 6—17: [758, 592, 789, 605]
- temperature-city: Καλαμάτα: [604, 671, 662, 685]
- temperature-row: [604, 659, 789, 672]
- article-walesa-text: ΒΑΡΣΟΒΙΑ, 1. (Ρώυτερ). — Η «Αλληλεγγύη» ματαίωσε επίσημα τήν πανεθνική απεργία.: [998, 1200, 1183, 1241]
- subhead-weather: 9 — 12 ΒΑΘΜΟΙ Η ΘΕΡΜΟΚΡΑΣΙΑ: [633, 428, 761, 460]
- page-edge-shadow: [1567, 0, 1575, 2324]
- temperature-row: [604, 566, 789, 580]
- column-divider: [1385, 0, 1386, 2324]
- headline-aspropyrgos: ΣΤΑ ΔΙΥΛΙΣΤΗΡΙΑ ΑΣΠΡΟΠΥΡΓΟΥ ΘΑ ΜΕΤΑΦΕΡΘΟΥΝ ΟΙ ΕΓΚΑΤΑΣΤΑΣΕΙΣ ΦΩΤΑΕΡΙΟΥ ΤΗΣ ΠΡΩΤΕΥΟΥΣΑΣ: [805, 1551, 1376, 1653]
- article-sinai-cont: ΙΕΡΟΥΣΑΛΗΜ, 1. (Ρώυτερ).— Συμφωνία γιά τήν πολυεθνική δύναμη επετεύχθη.: [1391, 1281, 1564, 1336]
- temperature-value: 12—18: [751, 565, 789, 579]
- article-eec-text: ΒΡΥΞΕΛΛΕΣ, 1. (Τού ανταποκριτή μας).— Ενά τέταρτο τού αιώνα μετά τήν υπογραφή τής Συνθήκης τής Ρώμης, οι υπουργοί γεωργίας τής ΕΟΚ κατέληξαν σέ προκαταρκτική συμφωνία.: [998, 313, 1183, 411]
- column-5: [1391, 0, 1564, 2324]
- article-washington-aid-text: ΝΕΑ ΥΟΡΚΗ, 1. (Αθ. Πρακ.). — Η κυβέρνηση Ρήγκαν δέν θά φέρει αντίρρηση άν τό Κογκρέσο αποφασίσει νά διατηρηθεί ή αναλογία 7 πρός 10.: [211, 811, 396, 895]
- divider: [6, 715, 199, 716]
- temperature-value: 12—18: [751, 698, 789, 712]
- article-haig-tour: ΟΥΑΣΙΓΚΤΟΝ, 1. (Ασ. Πρέσ).— Ο υπουργός εξωτερικών Αλεξάντερ Χάιγκ αναχωρεί γιά τή Μέση Ανατολή.: [1391, 508, 1564, 577]
- temperature-city: Τρίπολη: [604, 659, 650, 672]
- divider: [604, 1014, 789, 1015]
- article-walesa-text: ΒΑΡΣΟΒΙΑ, 1. (Ρώυτερ). — Η «Αλληλεγγύη» ματαίωσε επίσημα τήν πανεθνική απεργία.: [1195, 1200, 1380, 1241]
- article-russia-oil: ΜΟΣΧΑ, 1. (Ρώυτερ).— Η Σοβιετική Ένωση ανακοίνωσε ότι ή παραγωγή πετρελαίου ανήλθε σέ 12 εκατ. βαρέλια ημερησίως.: [1391, 109, 1564, 178]
- article-etba-loan: ΑΘΗΝΑ, 1.— Δάνειο ύψους 700.000.000 δραχμών χορηγεί ή ευρωπαϊκή τράπεζα επενδύσεων στήν ΕΤΒΑ.: [604, 117, 789, 172]
- article-seoul-cont: ΣΕΟΥΛ, 1. (Ασ. Πρέσ).— Ο Γάλλος υπουργός εξωτερικών έφτασε στή Σεούλ.: [604, 1420, 789, 1462]
- article-space-shuttle-cont: ΑΚΡΩΤΗΡΙΟ ΚΑΝΑΒΕΡΑΛ, 1. (Ασ. Πρέσ).— Τό διαστημικό λεωφορείο θά εκτοξευθεί στίς 10 Απριλίου.: [1391, 983, 1564, 1039]
- article-italian-murder-cont: ΝΑΠΟΛΗ, 1. (Ασ. Πρέσ).— Η σύζυγος ενός γνωστού εφοπλιστή τής Νάπολης βρέθηκε δολοφονημένη.: [604, 892, 789, 947]
- temperature-row: [604, 552, 789, 566]
- article-renewable-energy-text: ΑΘΗΝΑ, 1.— Χαρακτηριστικό του αιώνα μας είναι ή μεγάλη κατανάλωση ενέργειας.: [211, 1406, 396, 1448]
- funeral-notice: Τήν προσφιλή μας μητέρα, αδελφή, γιαγιά καί θεία ΑΓΛΑΪΑ ΔΡΟΥΚΑ ετών 87 θάβουμε σήμερα.: [604, 1696, 789, 1751]
- article-construction-cont: ΑΘΗΝΑ, 1.— Ανακοινώθηκε ότι ή οικοδομική δραστηριότητα σε όλη τή χώρα παρουσίασε μείωση 38,4% κατά τόν Ιανουάριο 1981 σέ σύγκριση μέ τόν Ιανουάριο 1980 καί 55,7% σέ σύγκριση μέ τόν Ιανουάριο 1979.: [6, 212, 199, 309]
- funeral-notice-signers: Οι τεθλιμμένοι: Τα παιδιά, τα εγγόνια, οι αδελφοί. ΑΦΟΙ ΝΙΚ. ΜΠΙΛΙΑ: [607, 1650, 787, 1692]
- temperature-row: [604, 605, 789, 619]
- headline-space-shuttle: ΣΤΙΣ 10 ΑΠΡΙΛΙΟΥ ΘΑ ΕΚΤΟΞΕΥΘΕΙ ΤΟ ΔΙΑΣΤΗΜΙΚΟ ΛΕΩΦΟΡΕΙΟ: [1395, 813, 1560, 883]
- article-giscard-text: Ο πρόεδρος Ντ' Εσταίν ανακοίνωσε ότι δέν τηλεφωνεί ποτέ από δημόσιο τηλέφωνο.: [211, 443, 396, 484]
- temperature-city: Νάξος: [604, 685, 640, 699]
- headline-forest-road: ΕΓΚΑΙΝΙΑΣΤΗΚΕ ΔΑΣΙΚΟΣ ΔΡΟΜΟΣ ΣΤΗΝ ΚΕΡΑΣΙΑ ΡΟΔΟΠΗΣ: [12, 1634, 193, 1681]
- article-renewable-energy-text: ΑΘΗΝΑ, 1.— Χαρακτηριστικό του αιώνα μας είναι ή μεγάλη κατανάλωση ενέργειας.: [211, 1360, 396, 1402]
- article-etba-loan-cont: ΑΘΗΝΑ, 1.— Δάνειο ύψους 700.000.000 δραχμών χορηγεί ή ευρωπαϊκή τράπεζα επενδύσεων στήν ΕΤΒΑ.: [604, 176, 789, 232]
- divider: [211, 1279, 593, 1280]
- article-renewable-energy: [211, 1360, 593, 1498]
- subhead-washington-aid: ΩΣΤΕ ΝΑ ΔΙΑΤΗΡΗΘΕΙ Η ΑΝΑΛΟΓΙΑ ΕΠΤΑ ΠΡΟΣ ΔΕΚΑ.— ΘΑ ΕΙΝΑΙ 20.000.000 ΔΟΛΛΑΡΙΑ.—: [231, 653, 572, 715]
- divider: [1391, 1106, 1564, 1107]
- article-tomographs: ΑΘΗΝΑ, 1.— Οι βουλευτές τού ΠΑΣΟΚ κατέθεσαν ερώτηση γιά τούς ασονικούς τομογράφους.: [6, 1487, 199, 1530]
- subhead-haig-tour: ΚΑΪΡΟ, ΙΕΡΟΥΣΑΛΗΜ, ΑΜΜΑΝ ΚΑΙ ΡΙΑΝΤ: [1412, 471, 1544, 501]
- article-atlanta-cont: ΟΥΑΣΙΓΚΤΟΝ, 1. (Ασ. Πρέσ).— Διαπιστώθηκε ή ταυτότητα τού 21ου θύματος τών δολοφονιών τής Ατλάντα.: [604, 1234, 789, 1290]
- temperature-row: [604, 539, 789, 553]
- headline-kidney: ΤΡΕΙΣ ΑΠΕΡΓΟΙ ΝΕΦΡΟΠΑΘΕΙΣ ΚΙΝΔΥΝΕΥΟΥΝ: [48, 1081, 157, 1128]
- headline-castro: ΚΑΙ Ο ΚΑΣΤΡΟ ΑΠΕΣΤΕΙΛΕ ΜΗΝΥΜΑ ΣΥΜΠΑΘΕΙΑΣ ΤΟΝ ΡΗΓΚΑΝ: [1397, 1673, 1558, 1743]
- article-construction-cont: ΑΘΗΝΑ, 1.— Ανακοινώθηκε ότι ή οικοδομική δραστηριότητα σε όλη τή χώρα παρουσίασε μείωση 38,4% κατά τόν Ιανουάριο 1981 σέ σύγκριση μέ τόν Ιανουάριο 1980 καί 55,7% σέ σύγκριση μέ τόν Ιανουάριο 1979.: [6, 313, 199, 411]
